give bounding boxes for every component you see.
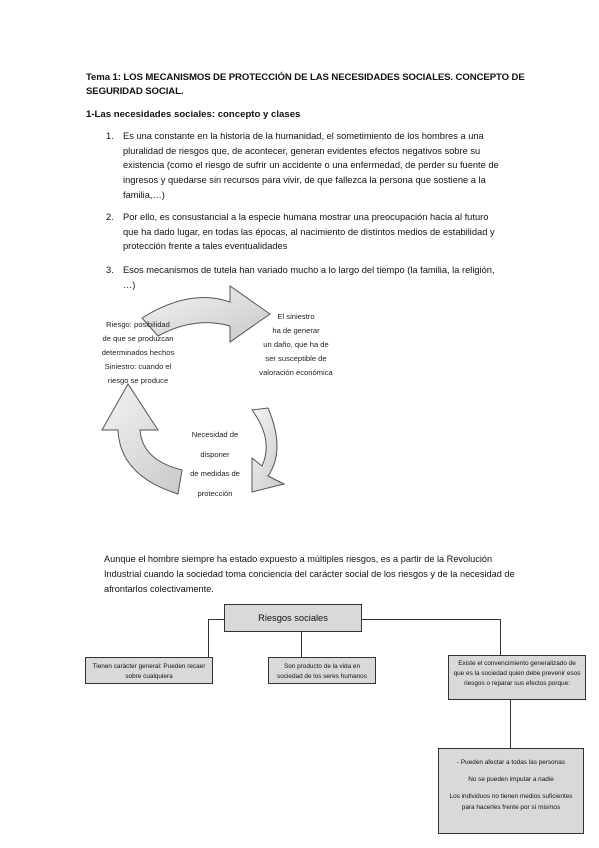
body-paragraph: Aunque el hombre siempre ha estado expuesto a múltiples riesgos, es a partir de la Revolución Industrial cuando la sociedad toma conciencia del carácter social de los riesgos y de la necesidad de afrontarlos colectivamente. — [104, 554, 515, 594]
list-item-text: Por ello, es consustancial a la especie humana mostrar una preocupación hacia al futuro que ha dado lugar, en todas las épocas, al nacimiento de distintos medios de estabilidad y protección frente a tales eventualidades — [123, 212, 495, 252]
cycle-text-risk: Riesgo: posibilidad de que se produzcan determinados hechos Siniestro: cuando el riesgo se produce — [101, 320, 175, 385]
org-root-box: Riesgos sociales — [224, 604, 362, 632]
org-child-box: Son producto de la vida en sociedad de los seres humanos — [268, 657, 376, 684]
connector-line — [361, 619, 501, 620]
org-bullet: - Pueden afectar a todas las personas — [457, 759, 565, 766]
org-grandchild-box — [438, 748, 584, 834]
curved-arrow-left — [102, 384, 182, 494]
list-item-number: 1. — [106, 131, 114, 141]
connector-line — [500, 619, 501, 655]
org-bullet: No se pueden imputar a nadie — [468, 776, 554, 783]
list-item-number: 2. — [106, 212, 114, 222]
page-title: Tema 1: LOS MECANISMOS DE PROTECCIÓN DE LAS NECESIDADES SOCIALES. CONCEPTO DE SEGURIDAD SOCIAL. — [86, 72, 525, 97]
org-child-box: Tienen carácter general: Pueden recaer sobre cualquiera — [85, 657, 213, 684]
list-item-number: 3. — [106, 265, 114, 275]
section-heading: 1-Las necesidades sociales: concepto y clases — [86, 109, 301, 120]
connector-line — [510, 700, 511, 748]
cycle-text-protection: Necesidad de disponer de medidas de protección — [190, 430, 240, 498]
connector-line — [301, 631, 302, 657]
connector-line — [208, 619, 209, 657]
list-item-text: Esos mecanismos de tutela han variado mucho a lo largo del tiempo (la familia, la religión, …) — [123, 265, 495, 290]
connector-line — [208, 619, 224, 620]
org-bullet: Los individuos no tienen medios suficientes para hacerles frente por sí mismos — [449, 793, 573, 811]
cycle-text-damage: El siniestro ha de generar un daño, que ha de ser susceptible de valoración económica — [259, 312, 333, 377]
list-item-text: Es una constante en la historia de la humanidad, el sometimiento de los hombres a una pluralidad de riesgos que, de acontecer, generan evidentes efectos negativos sobre su existencia (como el riesgo de sufrir un accidente o una enfermedad, de perder su fuente de ingresos y quedarse sin recursos para vivir, de que fallezca la persona que sostiene a la familia,…) — [123, 131, 499, 200]
org-child-box: Existe el convencimiento generalizado de que es la sociedad quien debe prevenir esos riesgos o reparar sus efectos porque: — [448, 655, 586, 700]
